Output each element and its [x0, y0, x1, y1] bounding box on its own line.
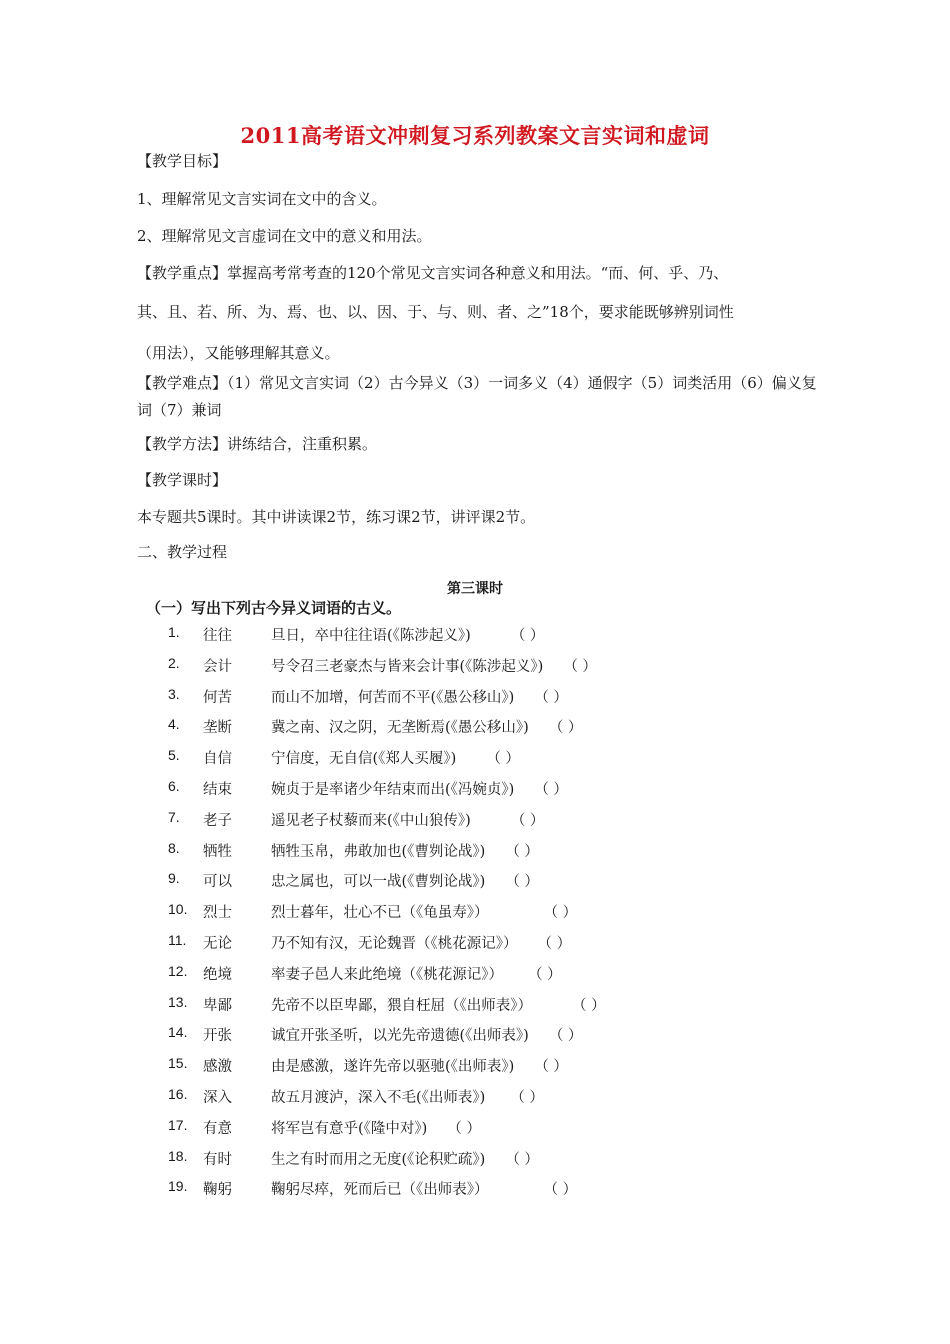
- class-hours-text: 本专题共5课时。其中讲读课2节，练习课2节，讲评课2节。: [137, 508, 536, 526]
- item-word: 可以: [203, 874, 232, 891]
- item-sentence: [271, 778, 568, 799]
- heading-teaching-process: 二、教学过程: [137, 543, 228, 561]
- answer-blank[interactable]: （ ）: [505, 1151, 539, 1168]
- item-sentence: [271, 1086, 544, 1107]
- answer-blank[interactable]: （ ）: [447, 1120, 481, 1137]
- item-sentence-text: 烈士暮年，壮心不已（《龟虽寿》）: [271, 905, 489, 922]
- item-word: 会计: [203, 658, 232, 675]
- answer-blank[interactable]: （ ）: [543, 1182, 578, 1199]
- key-points-line-2: 其、且、若、所、为、焉、也、以、因、于、与、则、者、之”18个，要求能既够辨别词性: [137, 303, 734, 321]
- item-number: 19.: [168, 1178, 188, 1195]
- item-sentence-text: 生之有时而用之无度(《论积贮疏》): [271, 1151, 486, 1168]
- item-number: 2.: [168, 654, 180, 671]
- item-sentence-text: 冀之南、汉之阴，无垄断焉(《愚公移山》): [271, 720, 529, 737]
- item-sentence-text: 先帝不以臣卑鄙，猥自枉屈（《出师表》）: [271, 997, 532, 1014]
- answer-blank[interactable]: （ ）: [563, 658, 597, 675]
- item-sentence: [271, 655, 597, 676]
- exercise-item: [0, 655, 950, 679]
- item-sentence: [271, 747, 520, 768]
- item-word: 烈士: [203, 905, 232, 922]
- item-number: 8.: [168, 839, 180, 856]
- heading-teaching-goals: 【教学目标】: [137, 152, 228, 170]
- item-sentence-text: 而山不加增，何苦而不平(《愚公移山》): [271, 689, 515, 706]
- item-number: 17.: [168, 1116, 188, 1133]
- item-number: 7.: [168, 808, 180, 825]
- item-number: 15.: [168, 1055, 188, 1072]
- item-word: 往往: [203, 628, 232, 644]
- item-number: 12.: [168, 962, 188, 979]
- item-sentence-text: 由是感激，遂许先帝以驱驰(《出师表》): [271, 1059, 515, 1076]
- item-word: 何苦: [203, 689, 232, 706]
- answer-blank[interactable]: （ ）: [534, 689, 568, 706]
- item-sentence-text: 宁信度，无自信(《郑人买履》): [271, 751, 457, 768]
- exercise-item: [0, 1086, 950, 1110]
- item-sentence: [271, 963, 562, 984]
- item-sentence-text: 乃不知有汉，无论魏晋（《桃花源记》）: [271, 936, 518, 952]
- item-sentence: [271, 901, 577, 922]
- answer-blank[interactable]: （ ）: [510, 1090, 544, 1106]
- item-number: 9.: [168, 870, 180, 887]
- document-title: 2011高考语文冲刺复习系列教案文言实词和虚词: [240, 123, 710, 148]
- item-number: 11.: [168, 932, 187, 948]
- item-number: 10.: [168, 901, 188, 918]
- exercise-item: [0, 932, 950, 956]
- answer-blank[interactable]: （ ）: [548, 1028, 583, 1045]
- item-sentence: [271, 1055, 568, 1076]
- exercise-item: [0, 1117, 950, 1141]
- item-number: 1.: [168, 624, 180, 640]
- item-number: 6.: [168, 778, 180, 794]
- exercise-item: [0, 747, 950, 771]
- exercise-item: [0, 1148, 950, 1172]
- item-word: 鞠躬: [203, 1182, 232, 1199]
- item-sentence-text: 忠之属也，可以一战(《曹刿论战》): [271, 874, 486, 891]
- difficulties: 【教学难点】（1）常见文言实词（2）古今异义（3）一词多义（4）通假字（5）词类活用（6）偏义复词（7）兼词: [137, 374, 817, 419]
- goal-2: 2、理解常见文言虚词在文中的意义和用法。: [137, 227, 432, 245]
- item-sentence-text: 将军岂有意乎(《隆中对》): [271, 1120, 428, 1137]
- item-word: 卑鄙: [203, 997, 232, 1014]
- item-sentence: [271, 1117, 481, 1138]
- item-word: 自信: [203, 751, 232, 768]
- item-sentence-text: 率妻子邑人来此绝境（《桃花源记》）: [271, 966, 503, 983]
- item-number: 5.: [168, 747, 180, 764]
- answer-blank[interactable]: （ ）: [534, 782, 568, 798]
- item-word: 有时: [203, 1151, 232, 1168]
- answer-blank[interactable]: （ ）: [505, 843, 539, 860]
- exercise-item: [0, 778, 950, 802]
- lesson-heading: 第三课时: [447, 581, 503, 597]
- item-word: 老子: [203, 812, 232, 829]
- answer-blank[interactable]: （ ）: [572, 997, 606, 1014]
- section-heading: （一）写出下列古今异义词语的古义。: [146, 599, 402, 617]
- item-sentence: [271, 809, 544, 830]
- item-word: 有意: [203, 1120, 232, 1137]
- exercise-item: [0, 870, 950, 894]
- item-sentence: [271, 870, 539, 891]
- item-word: 无论: [203, 936, 232, 952]
- answer-blank[interactable]: （ ）: [505, 874, 539, 891]
- item-sentence: [271, 716, 582, 737]
- answer-blank[interactable]: （ ）: [510, 628, 545, 644]
- item-word: 开张: [203, 1028, 232, 1045]
- exercise-item: [0, 840, 950, 864]
- key-points-line-1: 【教学重点】掌握高考常考查的120个常见文言实词各种意义和用法。“而、何、乎、乃、: [137, 264, 729, 282]
- item-number: 4.: [168, 716, 180, 733]
- exercise-item: [0, 624, 950, 648]
- answer-blank[interactable]: （ ）: [486, 751, 520, 768]
- item-sentence: [271, 932, 571, 953]
- item-sentence: [271, 1178, 577, 1199]
- exercise-item: [0, 901, 950, 925]
- exercise-item: [0, 963, 950, 987]
- exercise-item: [0, 716, 950, 740]
- exercise-item: [0, 994, 950, 1018]
- teaching-method: 【教学方法】讲练结合，注重积累。: [137, 435, 378, 453]
- item-sentence-text: 牺牲玉帛，弗敢加也(《曹刿论战》): [271, 843, 486, 860]
- item-sentence: [271, 840, 539, 861]
- item-word: 垄断: [203, 720, 232, 737]
- answer-blank[interactable]: （ ）: [528, 966, 562, 983]
- item-word: 结束: [203, 782, 232, 798]
- item-number: 16.: [168, 1086, 188, 1102]
- answer-blank[interactable]: （ ）: [543, 905, 578, 922]
- item-word: 绝境: [203, 966, 232, 983]
- exercise-item: [0, 1178, 950, 1202]
- item-number: 18.: [168, 1147, 188, 1164]
- item-word: 深入: [203, 1090, 232, 1106]
- item-number: 13.: [168, 993, 188, 1010]
- item-sentence-text: 旦日，卒中往往语(《陈涉起义》): [271, 628, 471, 644]
- item-sentence-text: 鞠躬尽瘁，死而后已（《出师表》）: [271, 1182, 489, 1199]
- goal-1: 1、理解常见文言实词在文中的含义。: [137, 190, 387, 208]
- item-sentence-text: 号令召三老豪杰与皆来会计事(《陈涉起义》): [271, 658, 544, 675]
- item-number: 14.: [168, 1024, 188, 1041]
- item-sentence: [271, 624, 544, 645]
- item-word: 牺牲: [203, 843, 232, 860]
- answer-blank[interactable]: （ ）: [534, 1059, 568, 1076]
- item-sentence: [271, 1148, 539, 1169]
- item-sentence: [271, 1024, 582, 1045]
- item-sentence-text: 遥见老子杖藜而来(《中山狼传》): [271, 812, 471, 829]
- answer-blank[interactable]: （ ）: [537, 936, 572, 952]
- item-number: 3.: [168, 685, 180, 702]
- answer-blank[interactable]: （ ）: [510, 812, 545, 829]
- heading-class-hours: 【教学课时】: [137, 471, 228, 489]
- item-sentence-text: 婉贞于是率诸少年结束而出(《冯婉贞》): [271, 782, 515, 798]
- exercise-item: [0, 1024, 950, 1048]
- item-sentence: [271, 994, 606, 1015]
- key-points-line-3: （用法），又能够理解其意义。: [137, 344, 340, 362]
- item-word: 感激: [203, 1059, 232, 1076]
- item-sentence: [271, 686, 568, 707]
- item-sentence-text: 诚宜开张圣听，以光先帝遗德(《出师表》): [271, 1028, 529, 1045]
- answer-blank[interactable]: （ ）: [548, 720, 583, 737]
- exercise-item: [0, 809, 950, 833]
- item-sentence-text: 故五月渡泸，深入不毛(《出师表》): [271, 1090, 486, 1106]
- exercise-item: [0, 686, 950, 710]
- exercise-item: [0, 1055, 950, 1079]
